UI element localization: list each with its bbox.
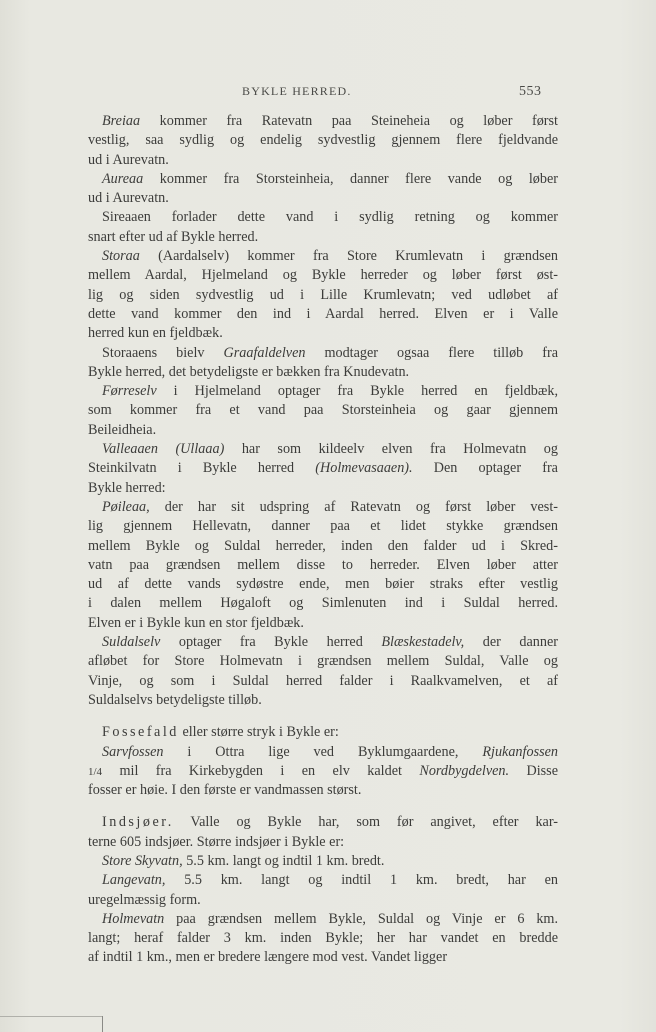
text-line	[88, 459, 558, 478]
text-run: herred kun en fjeldbæk.	[88, 325, 223, 342]
italic-name: Graafaldelven	[223, 344, 306, 361]
text-run: lig gjennem Hellevatn, danner paa et lidet stykke grændsen	[88, 518, 558, 535]
text-run: mellem Aardal, Hjelmeland og Bykle herreder og løber først øst-	[88, 267, 558, 284]
text-line	[88, 575, 558, 594]
paragraph-forreselv	[88, 382, 558, 440]
text-line	[88, 498, 558, 517]
italic-name: Breiaa	[102, 113, 141, 129]
text-run: lig og siden sydvestlig ud i Lille Krumlevatn; ved udløbet af	[88, 286, 558, 303]
text-run: vatn paa grændsen mellem disse to herreder. Elven løber atter	[88, 556, 558, 573]
text-run: Valle og Bykle har, som før angivet, efter kar-	[173, 814, 558, 831]
text-line	[88, 305, 558, 324]
paragraph-sireaaen	[88, 208, 558, 247]
text-line	[88, 929, 558, 948]
text-run: Fossefald	[102, 724, 179, 741]
text-run: af indtil 1 km., men er bredere længere mod vest. Vandet ligger	[88, 949, 448, 966]
page-number: 553	[519, 84, 542, 99]
text-line	[88, 833, 558, 852]
text-line	[88, 266, 558, 285]
text-run: har som kildeelv elven fra Holmevatn og	[224, 441, 558, 458]
text-line	[88, 151, 558, 170]
paragraph-suldalselv	[88, 633, 558, 710]
text-run: kommer fra Storsteinheia, danner flere vande og løber	[143, 170, 558, 187]
text-run: uregelmæssig form.	[88, 891, 201, 908]
paragraph-fossefald	[88, 723, 558, 742]
text-run: mil fra Kirkebygden i en elv kaldet	[102, 762, 420, 779]
text-run: vestlig, saa sydlig og endelig sydvestlig gjennem flere fjeldvande	[88, 132, 558, 149]
text-run: ud af dette vands sydøstre ende, men bøier straks efter vestlig	[88, 576, 558, 593]
italic-name: Suldalselv	[102, 634, 161, 651]
text-run: langt; heraf falder 3 km. inden Bykle; her har vandet en bredde	[88, 930, 558, 947]
italic-name: Pøileaa,	[102, 498, 150, 515]
paragraph-langevatn	[88, 871, 558, 910]
text-run: dette vand kommer den ind i Aardal herred. Elven er i Valle	[88, 305, 558, 322]
text-run: Den optager fra	[412, 460, 558, 477]
text-line	[88, 594, 558, 613]
text-line	[88, 614, 558, 633]
text-run: Beileidheia.	[88, 421, 157, 438]
text-run: kommer fra Ratevatn paa Steineheia og løber først	[140, 113, 558, 129]
text-line	[88, 556, 558, 575]
paragraph-breiaa	[88, 112, 558, 170]
text-run: Indsjøer.	[102, 814, 174, 831]
text-line	[88, 891, 558, 910]
italic-name: Valleaaen (Ullaaa)	[102, 441, 225, 458]
text-run: som kommer fra et vand paa Storsteinheia og gaar gjennem	[88, 402, 558, 419]
text-line	[88, 813, 558, 832]
text-line	[88, 440, 558, 459]
scan-edge-line	[0, 1016, 102, 1017]
text-line	[88, 112, 558, 131]
text-run: Sireaaen forlader dette vand i sydlig retning og kommer	[102, 209, 558, 226]
text-line	[88, 421, 558, 440]
text-line	[88, 247, 558, 266]
text-line	[88, 131, 558, 150]
text-run: paa grændsen mellem Bykle, Suldal og Vinje er 6 km.	[164, 910, 558, 927]
paragraph-gap	[88, 800, 558, 813]
text-run: 5.5 km. langt og indtil 1 km. bredt.	[182, 852, 385, 869]
text-line	[88, 723, 558, 742]
text-run: 5.5 km. langt og indtil 1 km. bredt, har en	[165, 872, 558, 889]
paragraph-indsjoer	[88, 813, 558, 852]
text-line	[88, 910, 558, 929]
paragraph-poileaa	[88, 498, 558, 633]
text-run: 1/4	[88, 765, 103, 778]
text-line	[88, 871, 558, 890]
text-run: eller større stryk i Bykle er:	[178, 724, 339, 741]
text-line	[88, 633, 558, 652]
italic-name: Storaa	[102, 248, 140, 265]
running-head: BYKLE HERRED.	[242, 84, 352, 98]
text-line	[88, 228, 558, 247]
text-line	[88, 652, 558, 671]
text-line	[88, 691, 558, 710]
paragraph-sarvfossen	[88, 743, 558, 801]
text-line	[88, 479, 558, 498]
text-run: terne 605 indsjøer. Større indsjøer i Bykle er:	[88, 833, 345, 850]
italic-name: Rjukanfossen	[482, 743, 558, 760]
text-run: Storaaens bielv	[102, 344, 224, 361]
text-line	[88, 743, 558, 762]
text-line	[88, 537, 558, 556]
text-line	[88, 324, 558, 343]
text-line	[88, 382, 558, 401]
text-run: Steinkilvatn i Bykle herred	[88, 460, 316, 477]
text-line	[88, 344, 558, 363]
text-line	[88, 208, 558, 227]
text-line	[88, 762, 558, 781]
text-run: Vinje, og som i Suldal herred falder i Raalkvamelven, et af	[88, 672, 558, 689]
paragraph-valleaaen	[88, 440, 558, 498]
text-run: afløbet for Store Holmevatn i grændsen mellem Suldal, Valle og	[88, 653, 558, 670]
text-line	[88, 189, 558, 208]
italic-name: (Holmevasaaen).	[315, 460, 413, 477]
text-run: ud i Aurevatn.	[88, 151, 169, 168]
paragraph-holmevatn	[88, 910, 558, 968]
text-run: mellem Bykle og Suldal herreder, inden den falder ud i Skred-	[88, 537, 558, 554]
text-run: optager fra Bykle herred	[160, 634, 382, 651]
text-run: i dalen mellem Høgaloft og Simlenuten ind i Suldal herred.	[88, 595, 558, 612]
text-line	[88, 672, 558, 691]
paragraph-storaaens	[88, 344, 558, 383]
text-run: Disse	[509, 762, 558, 779]
text-line	[88, 852, 558, 871]
text-run: der har sit udspring af Ratevatn og først løber vest-	[149, 498, 558, 515]
italic-name: Blæskestadelv,	[381, 634, 465, 651]
italic-name: Førreselv	[102, 383, 157, 400]
text-line	[88, 363, 558, 382]
italic-name: Sarvfossen	[102, 743, 164, 760]
text-run: Elven er i Bykle kun en stor fjeldbæk.	[88, 614, 304, 631]
text-run: fosser er høie. I den første er vandmassen størst.	[88, 782, 362, 799]
text-run: Suldalselvs betydeligste tilløb.	[88, 691, 262, 708]
text-run: (Aardalselv) kommer fra Store Krumlevatn i grændsen	[139, 248, 558, 265]
text-line	[88, 286, 558, 305]
text-line	[88, 170, 558, 189]
text-line	[88, 948, 558, 967]
italic-name: Nordbygdelven.	[419, 762, 510, 779]
text-run: Bykle herred:	[88, 479, 166, 496]
paragraph-store-skyvatn	[88, 852, 558, 871]
text-run: Bykle herred, det betydeligste er bækken fra Knudevatn.	[88, 363, 410, 380]
text-line	[88, 781, 558, 800]
text-run: i Ottra lige ved Byklumgaardene,	[163, 743, 483, 760]
text-run: ud i Aurevatn.	[88, 190, 169, 207]
text-run: modtager ogsaa flere tilløb fra	[305, 344, 558, 361]
italic-name: Aureaa	[102, 170, 144, 187]
paragraph-gap	[88, 710, 558, 723]
scan-edge-mark	[102, 1016, 103, 1032]
text-run: i Hjelmeland optager fra Bykle herred en fjeldbæk,	[156, 383, 558, 400]
text-line	[88, 517, 558, 536]
text-line	[88, 401, 558, 420]
paragraph-aureaa	[88, 170, 558, 209]
italic-name: Holmevatn	[102, 910, 165, 927]
italic-name: Store Skyvatn,	[102, 852, 183, 869]
paragraph-storaa	[88, 247, 558, 343]
italic-name: Langevatn,	[102, 872, 166, 889]
text-run: snart efter ud af Bykle herred.	[88, 228, 259, 245]
text-run: der danner	[464, 634, 558, 651]
body-text	[88, 112, 558, 968]
